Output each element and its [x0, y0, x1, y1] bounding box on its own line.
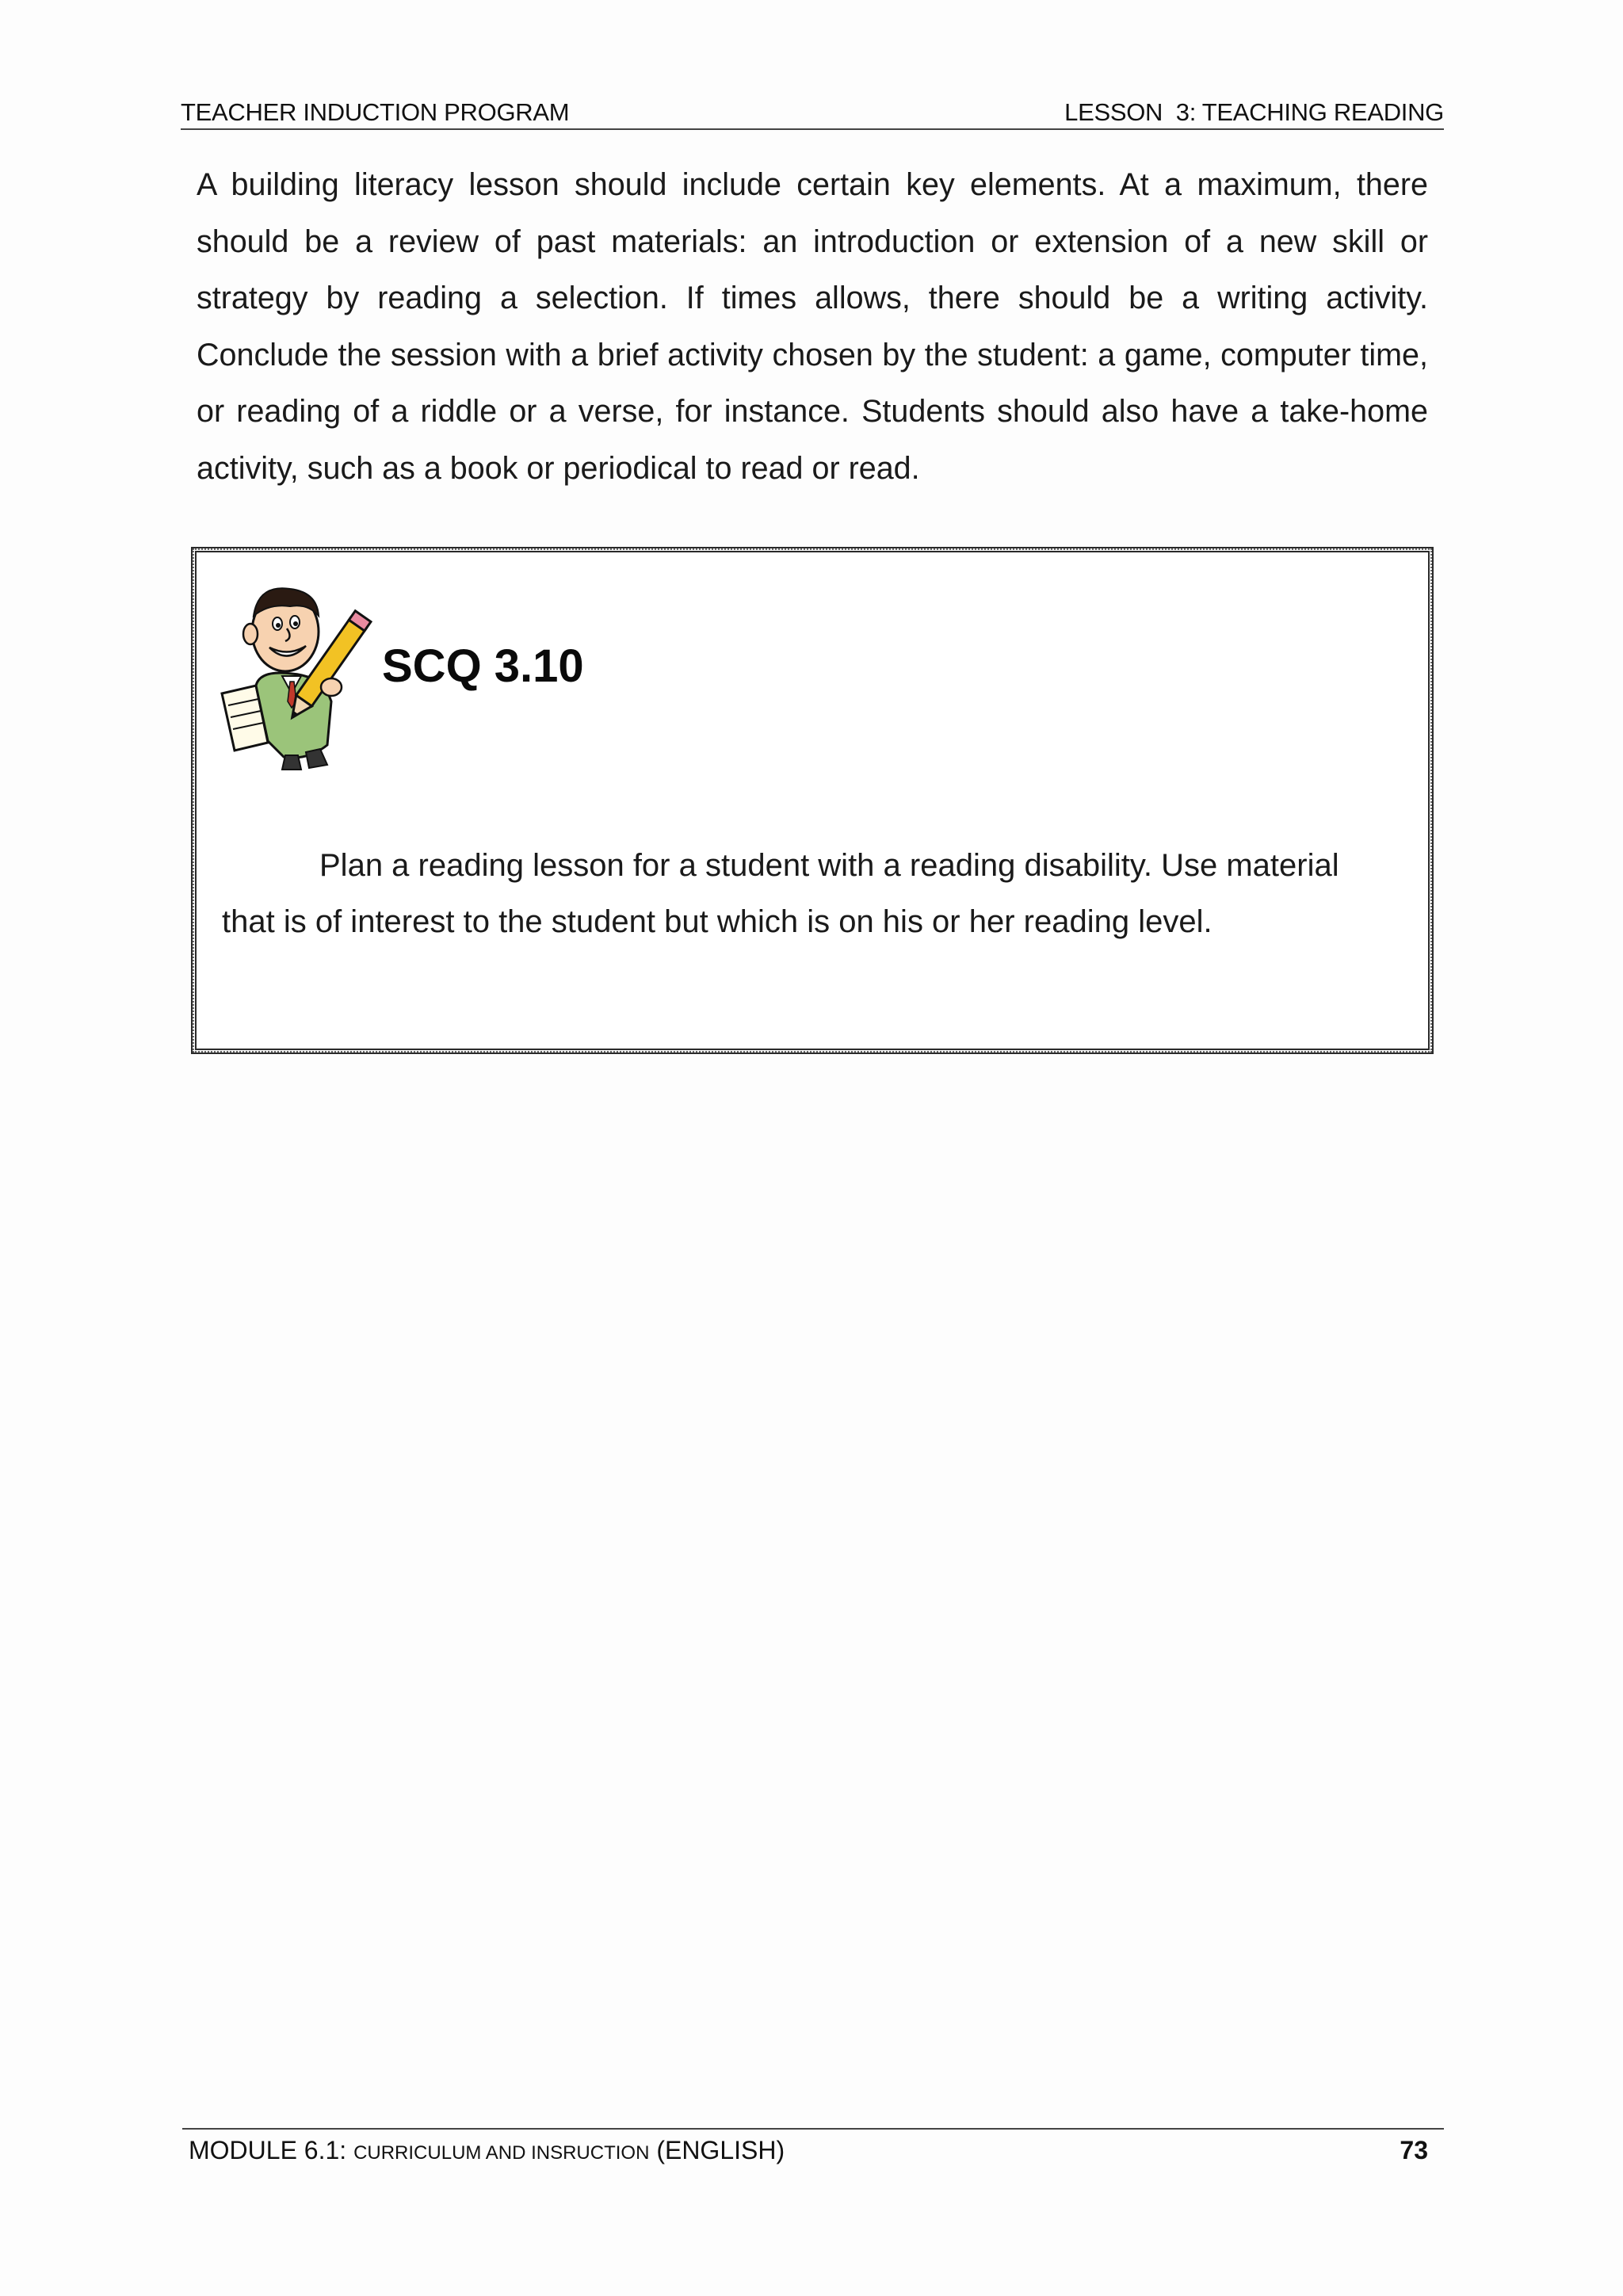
- footer-module-suffix: (ENGLISH): [649, 2136, 785, 2164]
- footer-module-prefix: MODULE 6.1:: [189, 2136, 354, 2164]
- scq-title: SCQ 3.10: [382, 640, 584, 692]
- page-footer: [182, 2128, 1444, 2169]
- cartoon-man-with-pencil-icon: [212, 575, 375, 773]
- page-header: [181, 95, 1444, 130]
- footer-module-subject: CURRICULUM AND INSRUCTION: [353, 2142, 650, 2164]
- header-program-title: TEACHER INDUCTION PROGRAM: [181, 98, 570, 126]
- body-paragraph: A building literacy lesson should include certain key elements. At a maximum, there should be a review of past materials: an introduction or extension of a new skill or strategy by reading a selection. If times allows, there should be a writing activity. Conclude the session with a brief activity chosen by the student: a game, computer time, or reading of a riddle or a verse, for instance. Students should also have a take-home activity, such as a book or periodical to read or read.: [197, 167, 1428, 486]
- scq-instruction-text: Plan a reading lesson for a student with a reading disability. Use material that is of interest to the student but which is on his or her reading level.: [222, 848, 1339, 939]
- header-lesson-title: LESSON 3: TEACHING READING: [1064, 98, 1444, 126]
- footer-module-title: [189, 2136, 785, 2165]
- scq-box: [191, 547, 1434, 1054]
- page-number: 73: [1400, 2136, 1428, 2164]
